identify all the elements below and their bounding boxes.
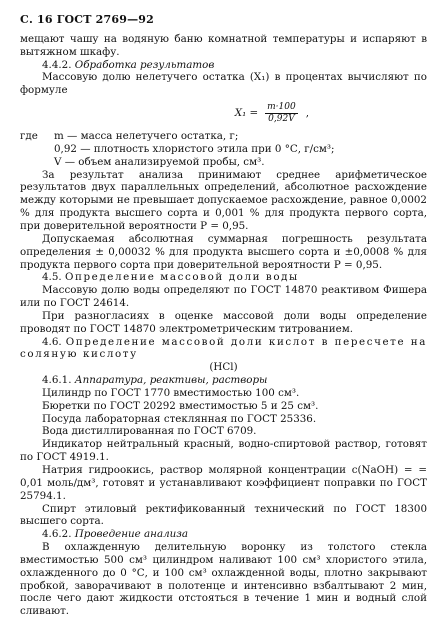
section-4-6-heading bbox=[20, 336, 427, 362]
where-label: где bbox=[20, 130, 38, 143]
section-number: 4.6.2. bbox=[42, 528, 72, 541]
section-4-6-2-heading bbox=[20, 528, 427, 541]
section-4-6-formula: (HCl) bbox=[209, 361, 238, 374]
section-number: 4.6. bbox=[42, 335, 62, 348]
paragraph-result: За результат анализа принимают среднее арифметическое результатов двух параллельных определений, абсолютное расхождение между которыми не превышает допускаемое расхождение, равное 0,0002 % для продукта высшего сорта и 0,001 % для продукта первого сорта, при доверительной вероятности P = 0,95. bbox=[20, 168, 427, 232]
section-number: 4.5. bbox=[42, 271, 62, 284]
definition-text: m — масса нелетучего остатка, г; bbox=[54, 130, 239, 143]
paragraph-disagreement: При разногласиях в оценке массовой доли воды определение проводят по ГОСТ 14870 электрометрическим титрованием. bbox=[20, 309, 427, 335]
paragraph-continuation: мещают чашу на водяную баню комнатной температуры и испаряют в вытяжном шкафу. bbox=[20, 32, 427, 58]
section-title: Обработка результатов bbox=[74, 58, 215, 71]
page-number: С. 16 bbox=[20, 13, 53, 26]
paragraph-error: Допускаемая абсолютная суммарная погрешность результата определения ± 0,00032 % для продукта высшего сорта и ±0,0008 % для продукта первого сорта при доверительной вероятности P = 0,95. bbox=[20, 232, 427, 271]
section-title: Определение массовой доли кислот в пересчете на соляную кислоту bbox=[20, 335, 427, 361]
section-number: 4.6.1. bbox=[42, 374, 72, 387]
section-4-4-2-heading bbox=[20, 59, 427, 72]
list-item: Посуда лабораторная стеклянная по ГОСТ 25336. bbox=[42, 412, 317, 425]
standard-code: ГОСТ 2769—92 bbox=[56, 13, 155, 26]
list-item: Натрия гидроокись, раствор молярной концентрации c(NaOH) = = 0,01 моль/дм³, готовят и устанавливают коэффициент поправки по ГОСТ 25794.1. bbox=[20, 464, 427, 502]
paragraph-formula-intro: Массовую долю нелетучего остатка (X₁) в процентах вычисляют по формуле bbox=[20, 71, 427, 97]
definition-density: 0,92 — плотность хлористого этила при 0 °С, г/см³; bbox=[54, 142, 335, 155]
section-4-6-1-heading bbox=[20, 374, 427, 387]
section-title: Проведение анализа bbox=[74, 528, 189, 541]
paragraph-procedure: В охлажденную делительную воронку из толстого стекла вместимостью 500 см³ цилиндром наливают 100 см³ хлористого этила, охлажденного до 0 °С, и 100 см³ охлажденной воды, плотно закрывают пробкой, заворачивают в полотенце и интенсивно взбалтывают 2 мин, после чего дают жидкости отстояться в течение 1 мин и водный слой сливают. bbox=[20, 541, 427, 618]
definition-v: V — объем анализируемой пробы, см³. bbox=[54, 155, 265, 168]
section-title: Определение массовой доли воды bbox=[64, 271, 299, 284]
list-item: Вода дистиллированная по ГОСТ 6709. bbox=[42, 425, 257, 438]
page-header bbox=[20, 14, 427, 27]
formula-fraction bbox=[265, 102, 298, 125]
list-item: Спирт этиловый ректификованный технический по ГОСТ 18300 высшего сорта. bbox=[20, 502, 427, 528]
list-item: Цилиндр по ГОСТ 1770 вместимостью 100 см³. bbox=[42, 386, 300, 399]
definition-m bbox=[20, 130, 427, 143]
formula bbox=[20, 98, 427, 128]
paragraph-water: Массовую долю воды определяют по ГОСТ 14870 реактивом Фишера или по ГОСТ 24614. bbox=[20, 284, 427, 310]
list-item: Бюретки по ГОСТ 20292 вместимостью 5 и 25 см³. bbox=[42, 399, 319, 412]
section-title: Аппаратура, реактивы, растворы bbox=[74, 374, 268, 387]
formula-lhs: X₁ = bbox=[234, 106, 259, 119]
section-number: 4.4.2. bbox=[42, 58, 72, 71]
section-4-5-heading bbox=[20, 271, 427, 284]
list-item: Индикатор нейтральный красный, водно-спиртовой раствор, готовят по ГОСТ 4919.1. bbox=[20, 438, 427, 464]
formula-numerator: m·100 bbox=[267, 101, 296, 112]
formula-tail: , bbox=[305, 106, 309, 119]
formula-denominator: 0,92V bbox=[268, 113, 295, 124]
